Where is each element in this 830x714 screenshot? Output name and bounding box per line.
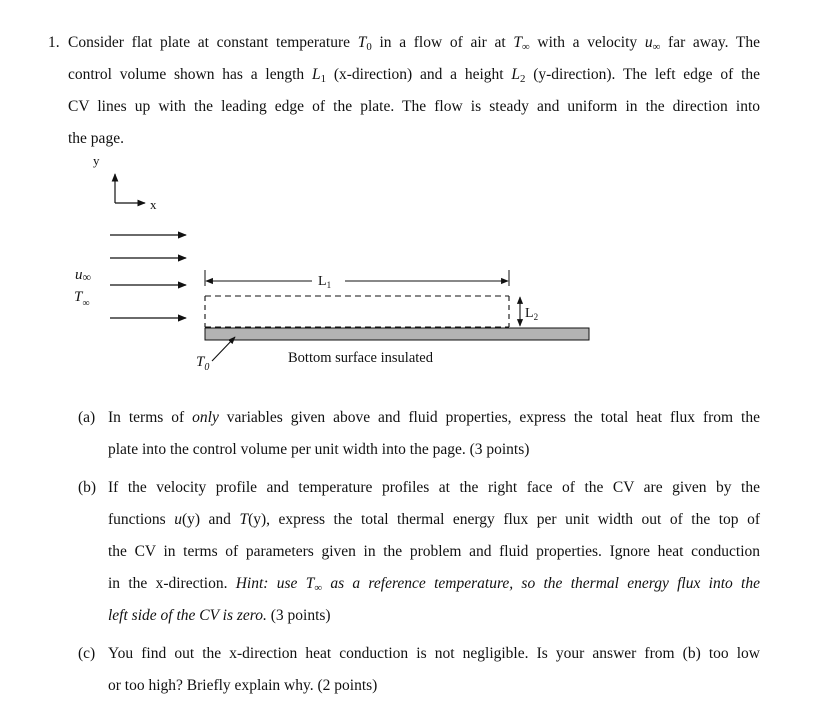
u-infinity-label: u∞	[75, 267, 92, 284]
part-c-line-1: You find out the x-direction heat conduction is not negligible. Is your answer from (b) too low	[108, 645, 760, 662]
l1-label: $L_1$	[318, 274, 332, 290]
flat-plate	[205, 328, 589, 340]
l1-dimension	[205, 270, 509, 290]
intro-line-1: Consider flat plate at constant temperature $T_0$ in a flow of air at $T_\infty$ with a velocity $u_\infty$ far away. The	[68, 34, 760, 53]
part-a-line-1: In terms of only variables given above and fluid properties, express the total heat flux from the	[108, 409, 760, 426]
part-c-line-2: or too high? Briefly explain why. (2 points)	[108, 677, 378, 694]
l2-dimension	[520, 297, 538, 326]
part-b-line-5: left side of the CV is zero. (3 points)	[108, 607, 331, 624]
intro-line-4: the page.	[68, 130, 124, 147]
bottom-insulated-label: Bottom surface insulated	[288, 350, 433, 366]
intro-line-3: CV lines up with the leading edge of the plate. The flow is steady and uniform in the direction into	[68, 98, 760, 115]
part-b-line-4: in the x-direction. Hint: use $T_\infty$ as a reference temperature, so the thermal energy flux into the	[108, 575, 760, 594]
part-b-line-3: the CV in terms of parameters given in the problem and fluid properties. Ignore heat conduction	[108, 543, 760, 560]
axis-y-label: y	[93, 153, 100, 168]
t0-pointer-arrow	[212, 337, 235, 361]
l2-label: $L_2$	[525, 306, 539, 322]
freestream-arrows	[110, 235, 186, 318]
axes-indicator	[93, 153, 157, 212]
part-b-label: (b)	[78, 479, 97, 496]
control-volume	[205, 296, 509, 327]
part-a-line-2: plate into the control volume per unit width into the page. (3 points)	[108, 441, 530, 458]
part-b-line-1: If the velocity profile and temperature profiles at the right face of the CV are given by the	[108, 479, 760, 496]
problem-number: 1.	[48, 34, 60, 51]
axis-x-label: x	[150, 197, 157, 212]
t0-label: $T_0$	[196, 354, 210, 373]
intro-line-2: control volume shown has a length $L_1$ (x-direction) and a height $L_2$ (y-direction). The left edge of the	[68, 66, 761, 85]
t-infinity-label: $T_\infty$	[74, 289, 90, 309]
part-c-label: (c)	[78, 645, 96, 662]
part-a-label: (a)	[78, 409, 96, 426]
part-b-line-2: functions u(y) and T(y), express the total thermal energy flux per unit width out of the top of	[108, 511, 760, 528]
